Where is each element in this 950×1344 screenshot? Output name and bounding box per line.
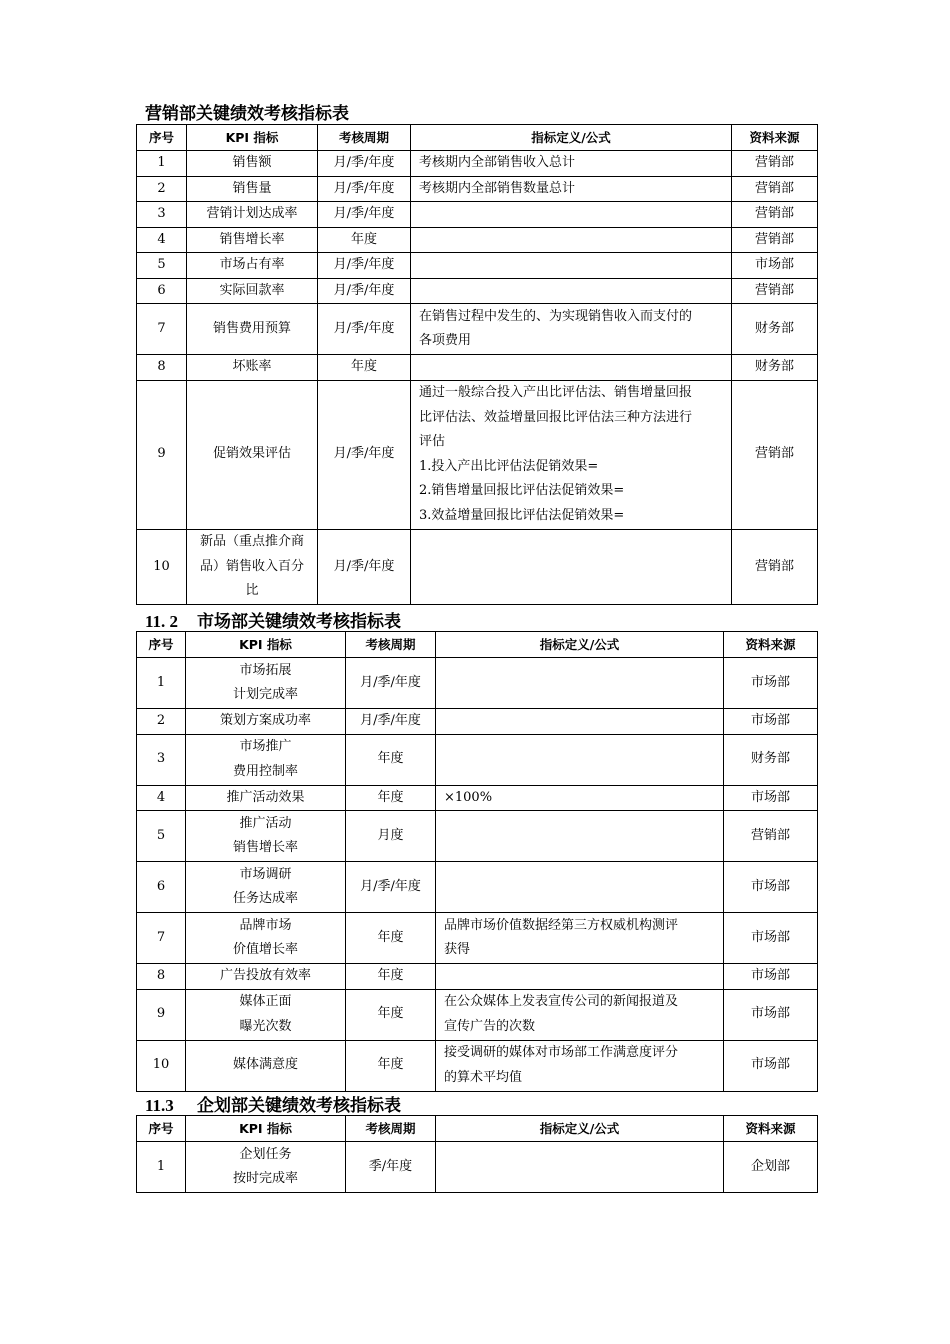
section-title	[145, 607, 401, 632]
table-row	[137, 709, 818, 735]
period: 月/季/年度	[318, 278, 411, 304]
header-no: 序号	[137, 1116, 186, 1142]
definition-line: 考核期内全部销售数量总计	[419, 180, 576, 196]
data-source: 财务部	[732, 304, 818, 355]
row-number: 7	[137, 913, 186, 964]
kpi-name-line: 价值增长率	[232, 942, 298, 957]
header-source: 资料来源	[732, 125, 818, 151]
row-number: 4	[137, 785, 186, 811]
kpi-name	[187, 529, 318, 605]
header-row	[137, 1116, 818, 1142]
period: 月度	[346, 811, 436, 862]
data-source: 营销部	[732, 529, 818, 605]
data-source: 营销部	[732, 380, 818, 529]
header-definition: 指标定义/公式	[436, 1116, 724, 1142]
header-kpi: KPI 指标	[186, 1116, 346, 1142]
row-number: 6	[137, 862, 186, 913]
table-row	[137, 176, 818, 202]
section-title-text: 市场部关键绩效考核指标表	[197, 612, 401, 632]
definition-line: 3.效益增量回报比评估法促销效果=	[419, 507, 625, 523]
data-source: 财务部	[732, 355, 818, 381]
header-definition: 指标定义/公式	[436, 632, 724, 658]
header-row	[137, 632, 818, 658]
header-kpi: KPI 指标	[186, 632, 346, 658]
kpi-name-line: 市场推广	[239, 739, 292, 754]
table-row	[137, 278, 818, 304]
definition	[411, 151, 732, 177]
kpi-name	[187, 151, 318, 177]
table-row	[137, 380, 818, 529]
kpi-name-line: 新品（重点推介商	[199, 534, 304, 549]
kpi-name	[187, 355, 318, 381]
row-number: 3	[137, 734, 186, 785]
header-period: 考核周期	[318, 125, 411, 151]
definition	[436, 913, 724, 964]
kpi-name	[186, 734, 346, 785]
kpi-name-line: 比	[245, 583, 259, 598]
period: 年度	[346, 989, 436, 1040]
definition	[436, 658, 724, 709]
table-row	[137, 658, 818, 709]
header-no: 序号	[137, 125, 187, 151]
header-kpi: KPI 指标	[187, 125, 318, 151]
row-number: 8	[137, 964, 186, 990]
data-source: 营销部	[732, 278, 818, 304]
period: 年度	[346, 785, 436, 811]
data-source: 营销部	[732, 151, 818, 177]
data-source: 市场部	[724, 964, 818, 990]
table-row	[137, 151, 818, 177]
period: 月/季/年度	[346, 658, 436, 709]
definition	[411, 355, 732, 381]
row-number: 1	[137, 151, 187, 177]
kpi-name-line: 曝光次数	[239, 1018, 292, 1034]
data-source: 财务部	[724, 734, 818, 785]
kpi-name	[186, 658, 346, 709]
definition-line: 评估	[419, 434, 446, 449]
table-row	[137, 862, 818, 913]
row-number: 5	[137, 253, 187, 279]
definition-line: 2.销售增量回报比评估法促销效果=	[419, 483, 625, 498]
row-number: 2	[137, 709, 186, 735]
definition	[411, 202, 732, 228]
row-number: 2	[137, 176, 187, 202]
definition	[436, 989, 724, 1040]
data-source: 企划部	[724, 1142, 818, 1193]
kpi-name-line: 促销效果评估	[212, 446, 291, 462]
period: 年度	[346, 1040, 436, 1091]
section-number: 11.3	[145, 1096, 174, 1115]
period: 年度	[346, 964, 436, 990]
kpi-name	[186, 1142, 346, 1193]
data-source: 营销部	[732, 176, 818, 202]
definition	[411, 380, 732, 529]
kpi-name	[187, 278, 318, 304]
header-no: 序号	[137, 632, 186, 658]
kpi-name-line: 媒体正面	[239, 994, 292, 1009]
kpi-name	[187, 202, 318, 228]
period: 月/季/年度	[318, 380, 411, 529]
kpi-name-line: 市场拓展	[239, 662, 292, 678]
kpi-name-line: 销售增长率	[219, 231, 285, 247]
definition-line: 品牌市场价值数据经第三方权威机构测评	[444, 917, 679, 933]
period: 月/季/年度	[318, 304, 411, 355]
section-title	[145, 1091, 401, 1116]
period: 月/季/年度	[318, 151, 411, 177]
definition	[436, 1040, 724, 1091]
data-source: 市场部	[724, 913, 818, 964]
kpi-table	[136, 124, 818, 605]
kpi-name	[186, 1040, 346, 1091]
table-row	[137, 913, 818, 964]
table-row	[137, 785, 818, 811]
definition-line: 比评估法、效益增量回报比评估法三种方法进行	[419, 409, 693, 425]
section-title-text: 企划部关键绩效考核指标表	[197, 1096, 401, 1116]
data-source: 市场部	[724, 785, 818, 811]
kpi-name-line: 品牌市场	[239, 917, 292, 933]
definition-line: 宣传广告的次数	[444, 1018, 536, 1034]
kpi-name-line: 实际回款率	[219, 282, 285, 298]
period: 月/季/年度	[318, 529, 411, 605]
kpi-name-line: 销售额	[232, 155, 272, 170]
kpi-name	[187, 253, 318, 279]
row-number: 6	[137, 278, 187, 304]
table-row	[137, 734, 818, 785]
period: 月/季/年度	[318, 202, 411, 228]
row-number: 10	[137, 1040, 186, 1091]
row-number: 4	[137, 227, 187, 253]
period: 月/季/年度	[318, 176, 411, 202]
definition	[436, 964, 724, 990]
definition	[436, 709, 724, 735]
data-source: 市场部	[724, 989, 818, 1040]
data-source: 营销部	[732, 202, 818, 228]
data-source: 市场部	[724, 658, 818, 709]
definition-line: 获得	[444, 942, 471, 957]
header-source: 资料来源	[724, 632, 818, 658]
data-source: 营销部	[724, 811, 818, 862]
data-source: 市场部	[724, 709, 818, 735]
definition-line: 考核期内全部销售收入总计	[419, 155, 576, 170]
kpi-table	[136, 1115, 818, 1193]
kpi-name-line: 广告投放有效率	[219, 968, 311, 983]
period: 季/年度	[346, 1142, 436, 1193]
kpi-name	[187, 227, 318, 253]
kpi-name-line: 市场调研	[239, 866, 292, 882]
definition	[436, 1142, 724, 1193]
row-number: 3	[137, 202, 187, 228]
header-row	[137, 125, 818, 151]
definition	[436, 785, 724, 811]
kpi-name	[186, 785, 346, 811]
table-row	[137, 202, 818, 228]
kpi-name-line: 任务达成率	[232, 891, 298, 906]
definition-line: 各项费用	[419, 333, 472, 348]
definition	[411, 278, 732, 304]
period: 年度	[318, 355, 411, 381]
definition-line: 通过一般综合投入产出比评估法、销售增量回报	[419, 385, 693, 400]
data-source: 市场部	[724, 862, 818, 913]
data-source: 营销部	[732, 227, 818, 253]
row-number: 9	[137, 380, 187, 529]
header-definition: 指标定义/公式	[411, 125, 732, 151]
kpi-name-line: 媒体满意度	[232, 1057, 298, 1073]
header-period: 考核周期	[346, 1116, 436, 1142]
kpi-name-line: 计划完成率	[232, 687, 298, 702]
data-source: 市场部	[732, 253, 818, 279]
kpi-table	[136, 631, 818, 1092]
kpi-name	[186, 964, 346, 990]
kpi-name-line: 推广活动效果	[226, 789, 305, 805]
table-row	[137, 811, 818, 862]
row-number: 1	[137, 658, 186, 709]
row-number: 7	[137, 304, 187, 355]
kpi-name-line: 策划方案成功率	[219, 713, 311, 728]
period: 月/季/年度	[346, 709, 436, 735]
definition	[411, 227, 732, 253]
definition	[436, 734, 724, 785]
row-number: 9	[137, 989, 186, 1040]
kpi-name-line: 销售量	[232, 180, 272, 196]
kpi-name	[186, 709, 346, 735]
definition-line: 1.投入产出比评估法促销效果=	[419, 458, 599, 474]
kpi-name	[186, 989, 346, 1040]
kpi-name-line: 销售增长率	[232, 840, 298, 855]
definition-line: 在销售过程中发生的、为实现销售收入而支付的	[419, 308, 693, 324]
row-number: 5	[137, 811, 186, 862]
kpi-name	[187, 176, 318, 202]
section-title	[145, 99, 349, 124]
definition	[436, 811, 724, 862]
kpi-name-line: 市场占有率	[219, 257, 285, 272]
period: 年度	[318, 227, 411, 253]
section-title-text: 营销部关键绩效考核指标表	[145, 104, 349, 124]
table-row	[137, 529, 818, 605]
table-row	[137, 227, 818, 253]
definition-line: 的算术平均值	[444, 1069, 523, 1085]
data-source: 市场部	[724, 1040, 818, 1091]
kpi-name-line: 品）销售收入百分	[199, 558, 304, 574]
definition	[411, 253, 732, 279]
kpi-name	[186, 811, 346, 862]
table-row	[137, 253, 818, 279]
row-number: 8	[137, 355, 187, 381]
table-row	[137, 1040, 818, 1091]
period: 月/季/年度	[346, 862, 436, 913]
kpi-name	[186, 913, 346, 964]
kpi-name	[186, 862, 346, 913]
row-number: 10	[137, 529, 187, 605]
definition-line: 在公众媒体上发表宣传公司的新闻报道及	[444, 994, 679, 1009]
definition	[411, 176, 732, 202]
period: 月/季/年度	[318, 253, 411, 279]
kpi-name	[187, 304, 318, 355]
definition-line: ×100%	[444, 789, 493, 805]
row-number: 1	[137, 1142, 186, 1193]
kpi-name-line: 企划任务	[239, 1146, 292, 1162]
definition	[411, 304, 732, 355]
header-source: 资料来源	[724, 1116, 818, 1142]
period: 年度	[346, 734, 436, 785]
definition	[411, 529, 732, 605]
table-row	[137, 964, 818, 990]
kpi-name	[187, 380, 318, 529]
table-row	[137, 1142, 818, 1193]
kpi-name-line: 销售费用预算	[212, 320, 291, 336]
definition	[436, 862, 724, 913]
kpi-name-line: 推广活动	[239, 815, 292, 831]
table-row	[137, 304, 818, 355]
table-row	[137, 989, 818, 1040]
kpi-name-line: 按时完成率	[232, 1171, 298, 1186]
definition-line: 接受调研的媒体对市场部工作满意度评分	[444, 1045, 679, 1060]
kpi-name-line: 营销计划达成率	[206, 206, 298, 221]
header-period: 考核周期	[346, 632, 436, 658]
table-row	[137, 355, 818, 381]
kpi-name-line: 坏账率	[232, 359, 272, 374]
section-number: 11. 2	[145, 612, 179, 631]
kpi-name-line: 费用控制率	[232, 763, 298, 779]
period: 年度	[346, 913, 436, 964]
